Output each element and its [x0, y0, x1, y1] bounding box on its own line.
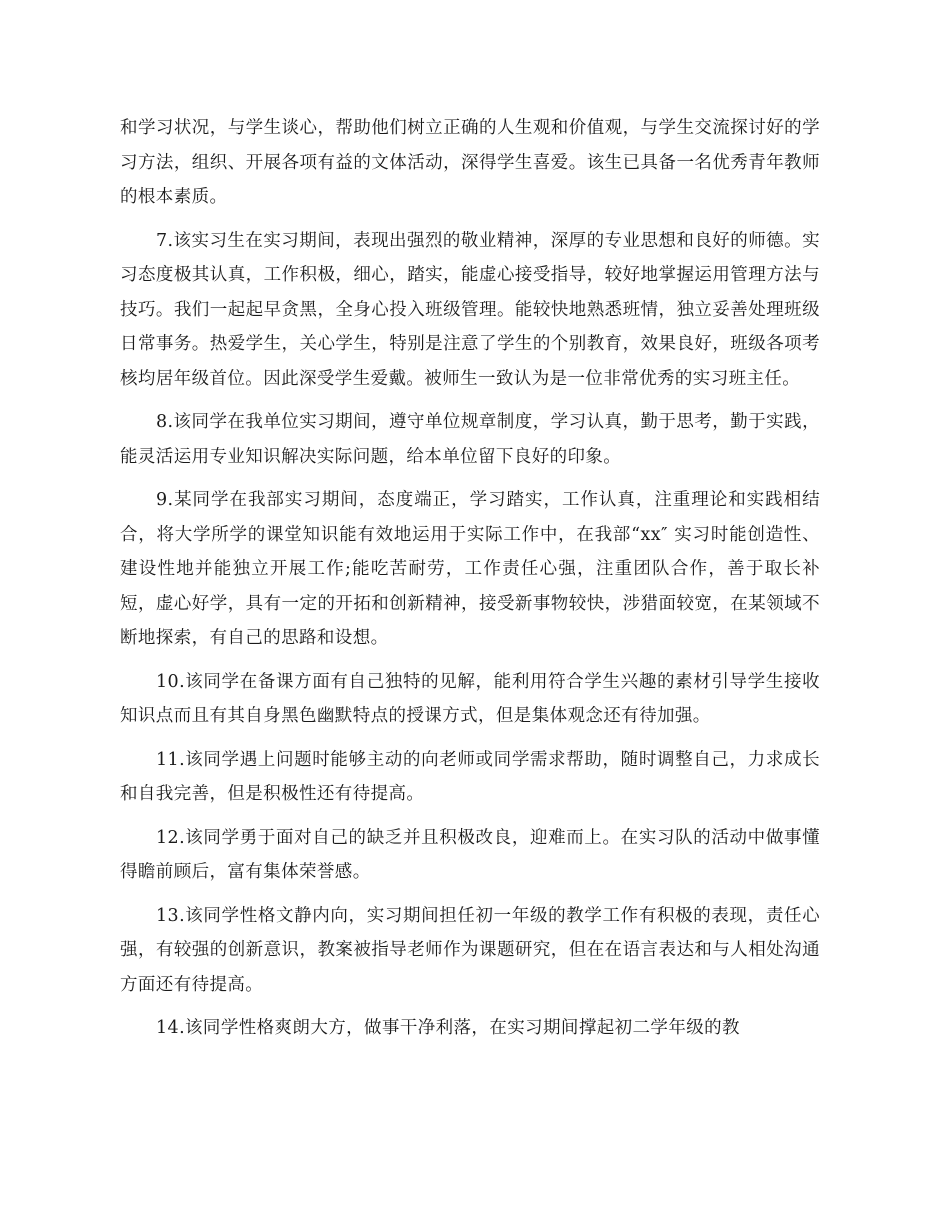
paragraph-item-7: 7.该实习生在实习期间，表现出强烈的敬业精神，深厚的专业思想和良好的师德。实习态度极其认真，工作积极，细心，踏实，能虚心接受指导，较好地掌握运用管理方法与技巧。我们一起起早贪黑，全身心投入班级管理。能较快地熟悉班情，独立妥善处理班级日常事务。热爱学生，关心学生，特别是注意了学生的个别教育，效果良好，班级各项考核均居年级首位。因此深受学生爱戴。被师生一致认为是一位非常优秀的实习班主任。 — [120, 230, 820, 389]
paragraph-item-9: 9.某同学在我部实习期间，态度端正，学习踏实，工作认真，注重理论和实践相结合，将大学所学的课堂知识能有效地运用于实际工作中，在我部“xx″ 实习时能创造性、建设性地并能独立开展工作;能吃苦耐劳，工作责任心强，注重团队合作，善于取长补短，虚心好学，具有一定的开拓和创新精神，接受新事物较快，涉猎面较宽，在某领域不断地探索，有自己的思路和设想。 — [120, 490, 820, 648]
paragraph-item-11: 11.该同学遇上问题时能够主动的向老师或同学需求帮助，随时调整自己，力求成长和自我完善，但是积极性还有待提高。 — [120, 749, 820, 804]
paragraph-item-13: 13.该同学性格文静内向，实习期间担任初一年级的教学工作有积极的表现，责任心强，有较强的创新意识，教案被指导老师作为课题研究，但在在语言表达和与人相处沟通方面还有待提高。 — [120, 905, 820, 995]
paragraph-item-14: 14.该同学性格爽朗大方，做事干净利落，在实习期间撑起初二学年级的教 — [156, 1018, 740, 1038]
document-body — [120, 111, 820, 1055]
paragraph-item-8: 8.该同学在我单位实习期间，遵守单位规章制度，学习认真，勤于思考，勤于实践，能灵活运用专业知识解决实际问题，给本单位留下良好的印象。 — [120, 412, 820, 467]
paragraph-continued: 和学习状况，与学生谈心，帮助他们树立正确的人生观和价值观，与学生交流探讨好的学习方法，组织、开展各项有益的文体活动，深得学生喜爱。该生已具备一名优秀青年教师的根本素质。 — [120, 118, 820, 207]
paragraph-item-10: 10.该同学在备课方面有自己独特的见解，能利用符合学生兴趣的素材引导学生接收知识点而且有其自身黑色幽默特点的授课方式，但是集体观念还有待加强。 — [120, 671, 820, 726]
paragraph-item-12: 12.该同学勇于面对自己的缺乏并且积极改良，迎难而上。在实习队的活动中做事懂得瞻前顾后，富有集体荣誉感。 — [120, 827, 820, 882]
